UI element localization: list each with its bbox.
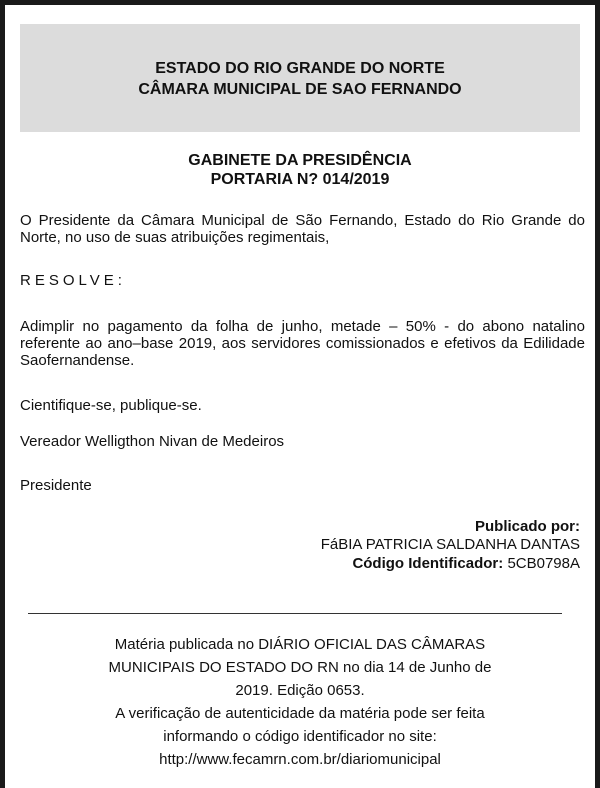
- signer-name: Vereador Welligthon Nivan de Medeiros: [20, 433, 285, 450]
- footer-url[interactable]: http://www.fecamrn.com.br/diariomunicipal: [159, 751, 441, 768]
- code-label: Código Identificador:: [352, 555, 504, 572]
- footer-line-2: MUNICIPAIS DO ESTADO DO RN no dia 14 de Junho de: [108, 659, 492, 676]
- identifier-code: [352, 555, 580, 572]
- publisher-name: FáBIA PATRICIA SALDANHA DANTAS: [320, 536, 580, 553]
- footer-line-1: Matéria publicada no DIÁRIO OFICIAL DAS CÂMARAS: [114, 636, 486, 653]
- footer-line-5: informando o código identificador no site:: [163, 728, 437, 745]
- signer-role: Presidente: [20, 477, 92, 494]
- intro-paragraph: O Presidente da Câmara Municipal de São Fernando, Estado do Rio Grande do Norte, no uso de suas atribuições regimentais,: [20, 212, 585, 246]
- chamber-title: CÂMARA MUNICIPAL DE SAO FERNANDO: [138, 81, 462, 98]
- footer-line-4: A verificação de autenticidade da matéria pode ser feita: [115, 705, 485, 722]
- cabinet-title: GABINETE DA PRESIDÊNCIA: [188, 152, 412, 169]
- resolve-heading: RESOLVE:: [20, 272, 126, 289]
- ordinance-number: PORTARIA N? 014/2019: [210, 171, 390, 188]
- footer-line-3: 2019. Edição 0653.: [235, 682, 365, 699]
- published-by-label: Publicado por:: [475, 518, 580, 535]
- top-border: [0, 0, 600, 5]
- main-paragraph: Adimplir no pagamento da folha de junho, metade – 50% - do abono natalino referente ao ano–base 2019, aos servidores comissionados e efetivos da Edilidade Saofernandense.: [20, 318, 585, 369]
- state-title: ESTADO DO RIO GRANDE DO NORTE: [155, 60, 445, 77]
- closing-text: Cientifique-se, publique-se.: [20, 397, 202, 414]
- header-box: [20, 24, 580, 132]
- code-value: 5CB0798A: [507, 555, 580, 572]
- divider: [28, 613, 562, 614]
